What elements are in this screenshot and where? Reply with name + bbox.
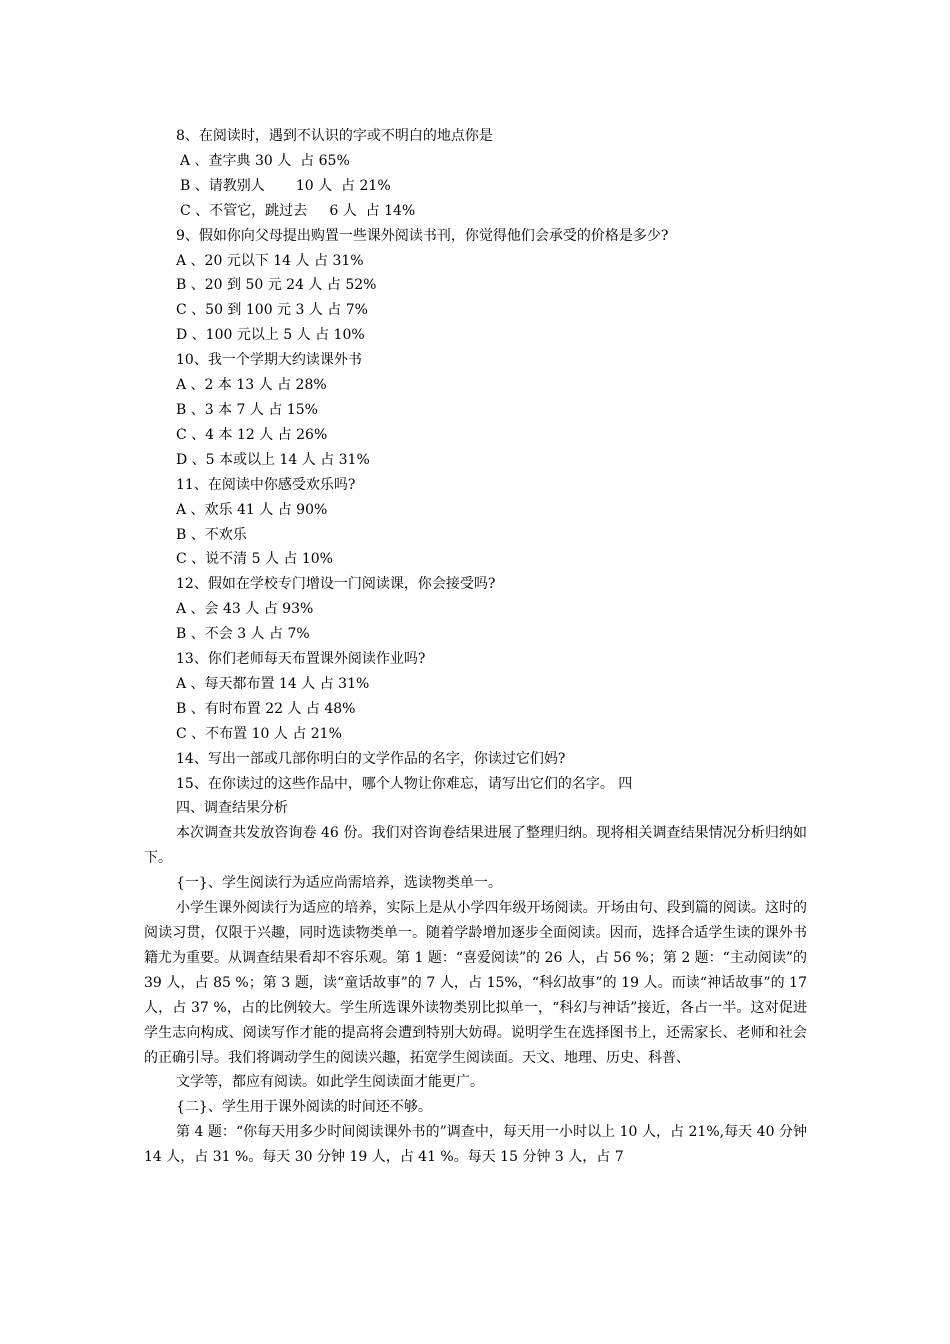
answer-10c: C 、4 本 12 人 占 26% [176,426,328,443]
paragraph-analysis-1: 小学生课外阅读行为适应的培养，实际上是从小学四年级开场阅读。开场由句、段到篇的阅读。这时的阅读习贯，仅限于兴趣，同时选读物类单一。随着学龄增加逐步全面阅读。因而，选择合适学生读的课外书籍尤为重要。从调查结果看却不容乐观。第 1 题：“喜爱阅读”的 26 人，占 56 %；第 2 题：“主动阅读”的 39 人，占 85 %；第 3 题，读“童话故事”的 7 人，占 15%，“科幻故事”的 19 人。而读“神话故事”的 17 人，占 37 %，占的比例较大。学生所选课外读物类别比拟单一，“科幻与神话”接近，各占一半。这对促进学生志向构成、阅读写作才能的提高将会遭到特别大妨碍。说明学生在选择图书上，还需家长、老师和社会的正确引导。我们将调动学生的阅读兴趣，拓宽学生阅读面。天文、地理、历史、科普、 [144,900,807,1066]
answer-10b: B 、3 本 7 人 占 15% [176,401,318,418]
question-15: 15、在你读过的这些作品中，哪个人物让你难忘，请写出它们的名字。 四 [176,775,633,792]
answer-9b: B 、20 到 50 元 24 人 占 52% [176,277,377,294]
question-11: 11、在阅读中你感受欢乐吗? [176,476,356,493]
question-12: 12、假如在学校专门增设一门阅读课，你会接受吗? [176,576,496,593]
paragraph-analysis-1-end: 文学等，都应有阅读。如此学生阅读面才能更广。 [176,1074,484,1091]
answer-9a: A 、20 元以下 14 人 占 31% [176,252,364,269]
question-13: 13、你们老师每天布置课外阅读作业吗? [176,651,426,668]
answer-8c: C 、不管它，跳过去 6 人 占 14% [180,202,416,219]
answer-11a: A 、欢乐 41 人 占 90% [176,501,328,518]
question-10: 10、我一个学期大约读课外书 [176,352,362,369]
answer-10a: A 、2 本 13 人 占 28% [176,377,327,394]
answer-11b: B 、不欢乐 [176,526,247,543]
answer-8a: A 、查字典 30 人 占 65% [180,152,350,169]
question-9: 9、假如你向父母提出购置一些课外阅读书刊，你觉得他们会承受的价格是多少? [176,227,669,244]
answer-9d: D 、100 元以上 5 人 占 10% [176,327,365,344]
subheading-2: {二}、学生用于课外阅读的时间还不够。 [176,1099,432,1116]
answer-12a: A 、会 43 人 占 93% [176,601,314,618]
answer-8b: B 、请教别人 10 人 占 21% [180,177,391,194]
answer-12b: B 、不会 3 人 占 7% [176,626,310,643]
answer-9c: C 、50 到 100 元 3 人 占 7% [176,302,368,319]
subheading-1: {一}、学生阅读行为适应尚需培养，选读物类单一。 [176,875,502,892]
answer-13c: C 、不布置 10 人 占 21% [176,725,342,742]
answer-10d: D 、5 本或以上 14 人 占 31% [176,451,370,468]
answer-11c: C 、说不清 5 人 占 10% [176,551,333,568]
document-body [144,124,807,1170]
answer-13a: A 、每天都布置 14 人 占 31% [176,675,370,692]
question-8: 8、在阅读时，遇到不认识的字或不明白的地点你是 [176,128,493,144]
paragraph-intro: 本次调查共发放咨询卷 46 份。我们对咨询卷结果进展了整理归纳。现将相关调查结果情况分析归纳如下。 [144,825,807,867]
answer-13b: B 、有时布置 22 人 占 48% [176,700,356,717]
section-heading-analysis: 四、调查结果分析 [176,800,288,817]
paragraph-analysis-2: 第 4 题：“你每天用多少时间阅读课外书的”调查中，每天用一小时以上 10 人，占 21%,每天 40 分钟 14 人，占 31 %。每天 30 分钟 19 人，占 41 %。每天 15 分钟 3 人，占 7 [144,1124,807,1166]
question-14: 14、写出一部或几部你明白的文学作品的名字，你读过它们妈? [176,750,566,767]
